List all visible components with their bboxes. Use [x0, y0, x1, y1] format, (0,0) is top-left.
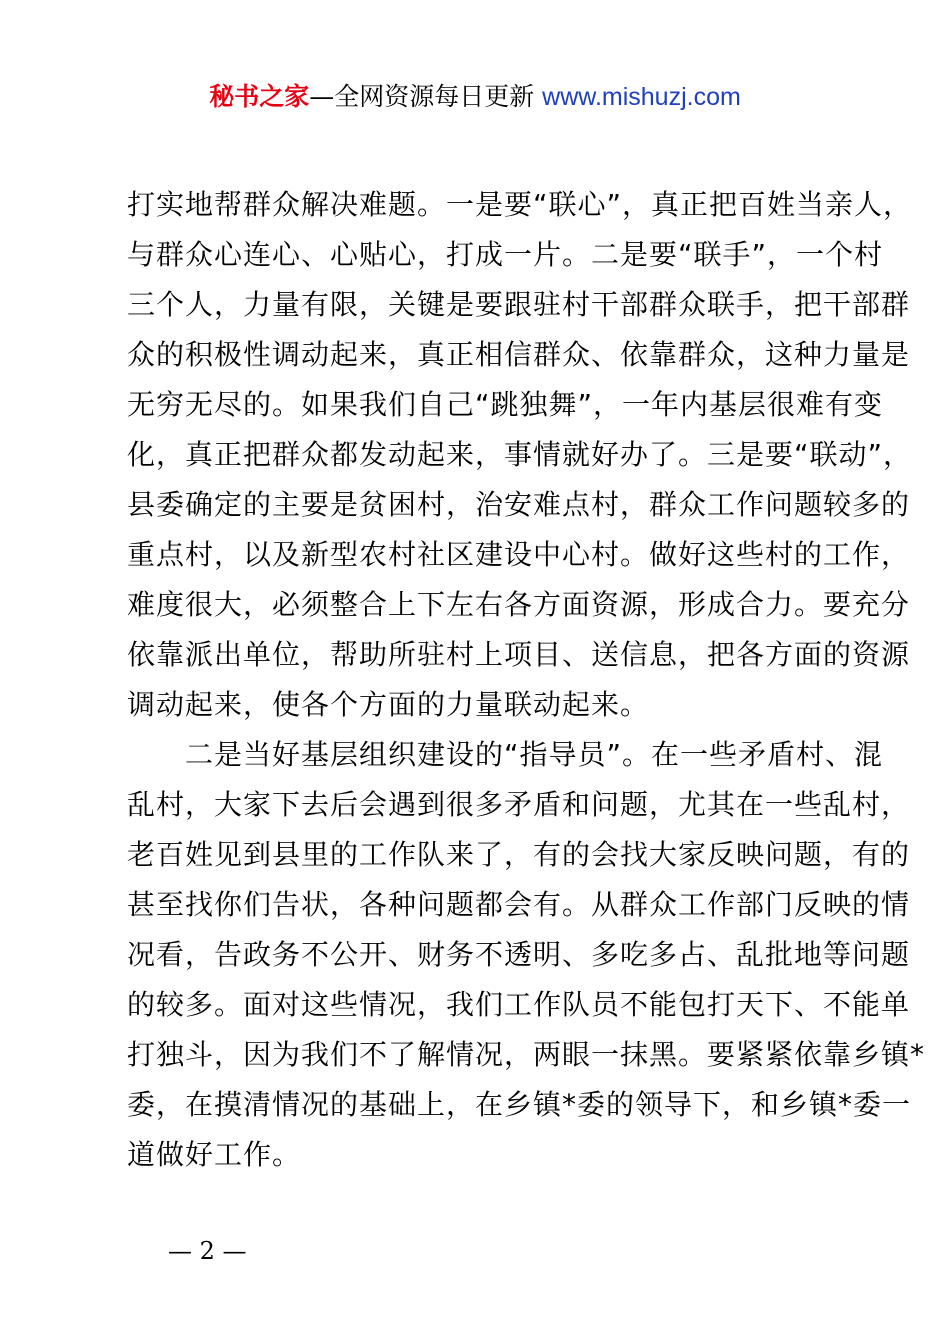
site-brand-name: 秘书之家	[209, 82, 310, 111]
body-line: 众的积极性调动起来，真正相信群众、依靠群众，这种力量是	[127, 338, 911, 371]
body-line: 打实地帮群众解决难题。一是要“联心”，真正把百姓当亲人，	[127, 188, 913, 221]
body-line: 与群众心连心、心贴心，打成一片。二是要“联手”，一个村	[127, 238, 884, 271]
body-line: 难度很大，必须整合上下左右各方面资源，形成合力。要充分	[127, 588, 911, 621]
body-line: 重点村，以及新型农村社区建设中心村。做好这些村的工作，	[127, 538, 911, 571]
page-number: — 2 —	[168, 1237, 247, 1265]
body-line: 调动起来，使各个方面的力量联动起来。	[127, 688, 650, 721]
body-line: 无穷无尽的。如果我们自己“跳独舞”，一年内基层很难有变	[127, 388, 884, 421]
body-line-paragraph-start: 二是当好基层组织建设的“指导员”。在一些矛盾村、混	[127, 738, 884, 771]
body-line: 三个人，力量有限，关键是要跟驻村干部群众联手，把干部群	[127, 288, 911, 321]
body-line: 委，在摸清情况的基础上，在乡镇*委的领导下，和乡镇*委一	[127, 1088, 912, 1121]
site-url-link[interactable]: www.mishuzj.com	[542, 83, 741, 111]
body-line: 打独斗，因为我们不了解情况，两眼一抹黑。要紧紧依靠乡镇*	[127, 1038, 926, 1071]
site-tagline: —全网资源每日更新	[309, 82, 543, 111]
body-line: 依靠派出单位，帮助所驻村上项目、送信息，把各方面的资源	[127, 638, 911, 671]
body-line: 老百姓见到县里的工作队来了，有的会找大家反映问题，有的	[127, 838, 911, 871]
site-header-banner	[0, 80, 950, 114]
document-body	[127, 180, 926, 1180]
body-line: 化，真正把群众都发动起来，事情就好办了。三是要“联动”，	[127, 438, 913, 471]
body-line: 甚至找你们告状，各种问题都会有。从群众工作部门反映的情	[127, 888, 911, 921]
body-line: 乱村，大家下去后会遇到很多矛盾和问题，尤其在一些乱村，	[127, 788, 911, 821]
body-line: 况看，告政务不公开、财务不透明、多吃多占、乱批地等问题	[127, 938, 911, 971]
body-line: 的较多。面对这些情况，我们工作队员不能包打天下、不能单	[127, 988, 911, 1021]
body-line: 县委确定的主要是贫困村，治安难点村，群众工作问题较多的	[127, 488, 911, 521]
body-line: 道做好工作。	[127, 1138, 302, 1171]
